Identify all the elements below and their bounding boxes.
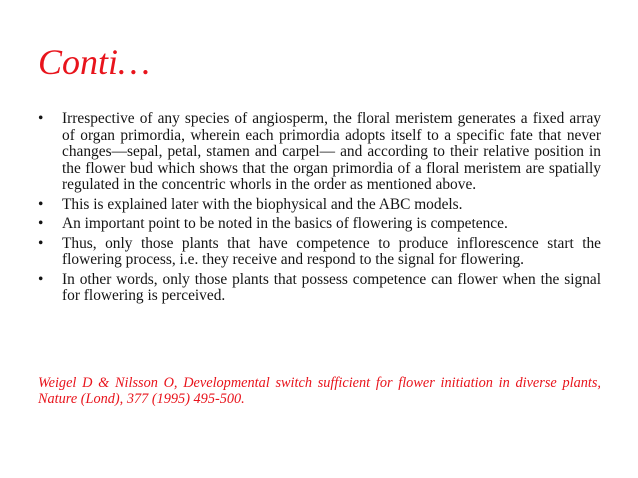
bullet-marker: • bbox=[38, 270, 44, 288]
bullet-text: Irrespective of any species of angiosperm, the floral meristem generates a fixed array of organ primordia, wherein each primordia adopts itself to a specific fate that never changes—sepal, petal, stamen and carpel— and according to their relative position in the flower bud which shows that the organ primordia of a floral meristem are spatially regulated in the concentric whorls in the order as mentioned above. bbox=[62, 110, 601, 193]
bullet-text: This is explained later with the biophysical and the ABC models. bbox=[62, 195, 463, 213]
bullet-marker: • bbox=[38, 234, 44, 252]
slide-title: Conti… bbox=[38, 42, 151, 82]
bullet-text: An important point to be noted in the basics of flowering is competence. bbox=[62, 215, 508, 232]
bullet-marker: • bbox=[38, 195, 44, 213]
bullet-text: In other words, only those plants that possess competence can flower when the signal for flowering is perceived. bbox=[62, 270, 601, 304]
bullet-marker: • bbox=[38, 110, 44, 127]
bullet-list bbox=[38, 111, 601, 308]
bullet-item bbox=[38, 272, 601, 305]
bullet-item bbox=[38, 197, 601, 214]
bullet-item bbox=[38, 236, 601, 269]
bullet-item bbox=[38, 111, 601, 194]
bullet-text: Thus, only those plants that have competence to produce inflorescence start the flowering process, i.e. they receive and respond to the signal for flowering. bbox=[62, 234, 601, 268]
bullet-item bbox=[38, 216, 601, 233]
citation-reference: Weigel D & Nilsson O, Developmental switch sufficient for flower initiation in diverse plants, Nature (Lond), 377 (1995) 495-500. bbox=[38, 375, 601, 407]
bullet-marker: • bbox=[38, 215, 44, 232]
